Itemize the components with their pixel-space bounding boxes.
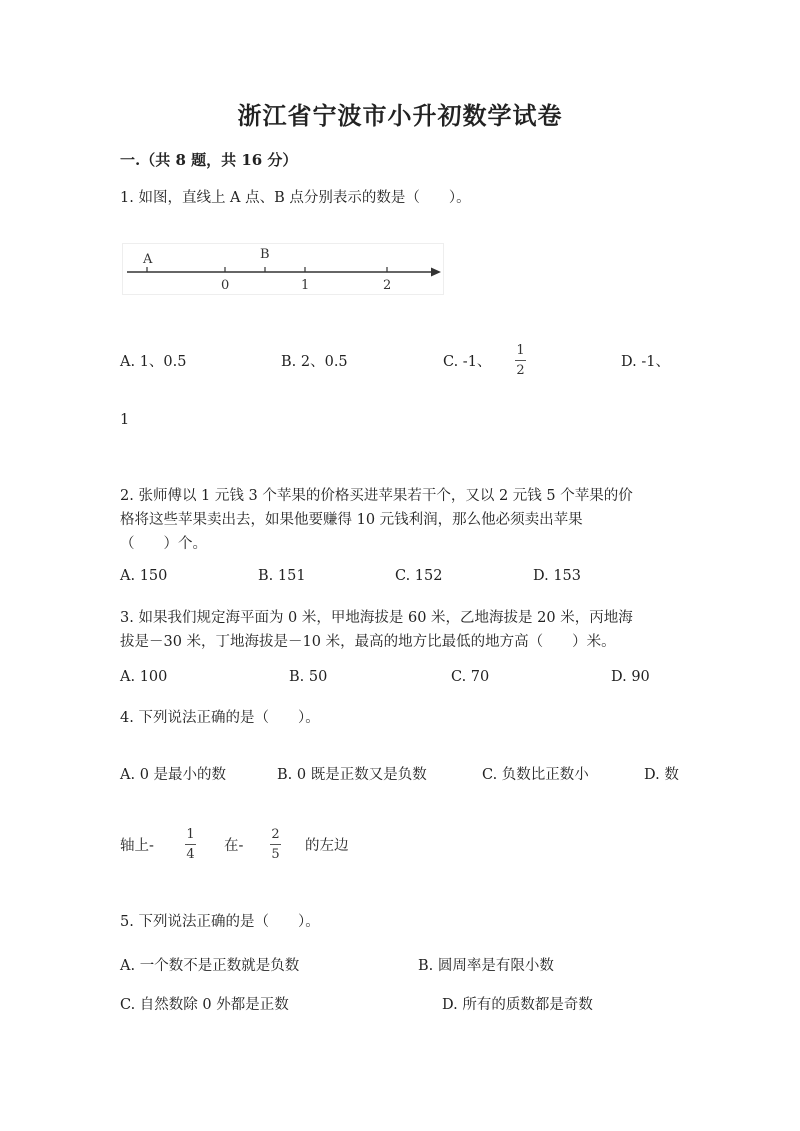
- fraction-bar: [185, 844, 196, 845]
- fraction-denominator: 5: [271, 847, 280, 862]
- q4-option-b: B. 0 既是正数又是负数: [277, 767, 427, 783]
- q2-option-d: D. 153: [533, 568, 582, 584]
- question-3-line-2: 拔是－30 米，丁地海拔是－10 米，最高的地方比最低的地方高（ ）米。: [120, 634, 616, 650]
- q4-option-d: D. 数: [644, 767, 679, 783]
- q1-option-c-fraction: [515, 343, 526, 378]
- question-2-line-2: 格将这些苹果卖出去，如果他要赚得 10 元钱利润，那么他必须卖出苹果: [120, 512, 583, 528]
- label-b: B: [260, 247, 270, 262]
- q1-option-b: B. 2、0.5: [281, 354, 348, 370]
- q5-option-a: A. 一个数不是正数就是负数: [120, 958, 300, 974]
- fraction-denominator: 4: [186, 847, 195, 862]
- tick-label-0: 0: [221, 278, 230, 293]
- q5-option-c: C. 自然数除 0 外都是正数: [120, 997, 289, 1013]
- q3-option-b: B. 50: [289, 669, 328, 685]
- q1-option-c: C. -1、: [443, 354, 492, 370]
- tick-label-1: 1: [301, 278, 310, 293]
- q4-option-d-continued-1: 轴上-: [120, 838, 154, 854]
- q1-option-d-continued: 1: [120, 412, 130, 428]
- number-line-svg: [123, 244, 443, 294]
- q2-option-c: C. 152: [395, 568, 443, 584]
- question-2-text: [120, 484, 685, 556]
- q4-fraction-2: [270, 827, 281, 862]
- q3-option-d: D. 90: [611, 669, 650, 685]
- fraction-numerator: 1: [516, 343, 525, 358]
- question-3-line-1: 3. 如果我们规定海平面为 0 米，甲地海拔是 60 米，乙地海拔是 20 米，丙地海: [120, 610, 633, 626]
- fraction-bar: [270, 844, 281, 845]
- q4-option-c: C. 负数比正数小: [482, 767, 589, 783]
- q4-option-d-continued-3: 的左边: [305, 838, 349, 854]
- question-3-text: [120, 606, 685, 654]
- fraction-numerator: 2: [271, 827, 280, 842]
- question-2-line-1: 2. 张师傅以 1 元钱 3 个苹果的价格买进苹果若干个，又以 2 元钱 5 个苹果的价: [120, 488, 633, 504]
- q1-option-a: A. 1、0.5: [120, 354, 187, 370]
- q2-option-b: B. 151: [258, 568, 306, 584]
- question-5-text: 5. 下列说法正确的是（ ）。: [120, 914, 320, 930]
- question-4-text: 4. 下列说法正确的是（ ）。: [120, 710, 320, 726]
- tick-label-2: 2: [383, 278, 392, 293]
- fraction-bar: [515, 360, 526, 361]
- q5-option-d: D. 所有的质数都是奇数: [442, 997, 593, 1013]
- section-heading: 一.（共 8 题，共 16 分）: [120, 151, 298, 169]
- number-line-figure: [122, 243, 444, 295]
- q5-option-b: B. 圆周率是有限小数: [418, 958, 554, 974]
- question-2-line-3: （ ）个。: [120, 536, 207, 552]
- q4-fraction-1: [185, 827, 196, 862]
- q3-option-c: C. 70: [451, 669, 490, 685]
- page-title: 浙江省宁波市小升初数学试卷: [237, 101, 563, 130]
- fraction-numerator: 1: [186, 827, 195, 842]
- q4-option-a: A. 0 是最小的数: [120, 767, 227, 783]
- number-line-arrow: [431, 268, 441, 277]
- q1-option-d: D. -1、: [621, 354, 670, 370]
- question-1-text: 1. 如图，直线上 A 点、B 点分别表示的数是（ ）。: [120, 190, 471, 206]
- label-a: A: [143, 252, 153, 267]
- q4-option-d-continued-2: 在-: [224, 838, 244, 854]
- fraction-denominator: 2: [516, 363, 525, 378]
- q2-option-a: A. 150: [120, 568, 168, 584]
- q3-option-a: A. 100: [120, 669, 168, 685]
